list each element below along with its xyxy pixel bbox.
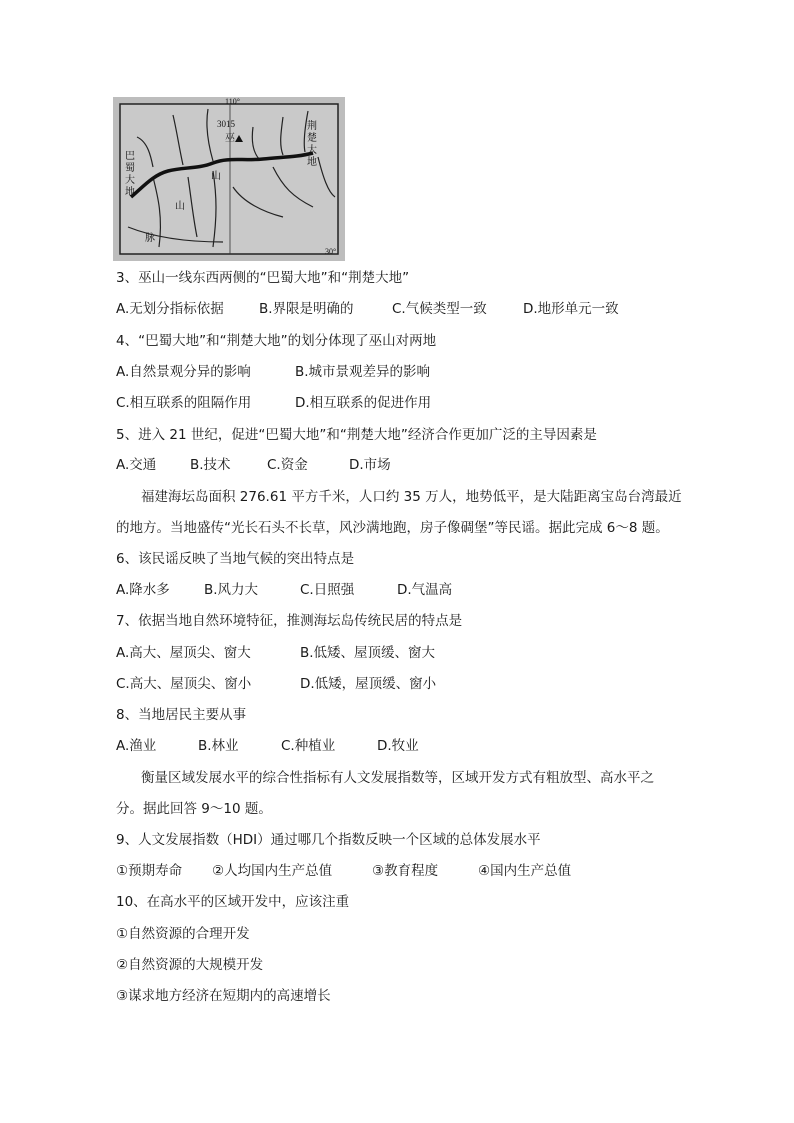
passage1-line-1: 福建海坛岛面积 276.61 平方千米，人口约 35 万人，地势低平，是大陆距离宝岛台湾最近 [141, 489, 682, 505]
label-shan-1: 山 [211, 171, 221, 182]
q3-option-d: D.地形单元一致 [523, 301, 619, 317]
svg-text:蜀: 蜀 [125, 163, 135, 174]
q6-stem: 6、该民谣反映了当地气候的突出特点是 [116, 551, 355, 567]
q5-option-b: B.技术 [190, 457, 231, 473]
svg-text:地: 地 [125, 187, 135, 198]
q4-stem: 4、“巴蜀大地”和“荆楚大地”的划分体现了巫山对两地 [116, 333, 437, 349]
q6-option-c: C.日照强 [300, 582, 355, 598]
svg-text:大: 大 [125, 175, 135, 186]
passage2-line-2: 分。据此回答 9～10 题。 [116, 801, 272, 817]
q10-item-3: ③谋求地方经济在短期内的高速增长 [116, 988, 331, 1004]
q9-option-2: ②人均国内生产总值 [212, 863, 333, 879]
svg-text:大: 大 [307, 145, 317, 156]
q10-item-1: ①自然资源的合理开发 [116, 926, 250, 942]
label-wu: 巫 [225, 133, 235, 144]
peak-label: 3015 [217, 119, 235, 129]
svg-text:楚: 楚 [307, 133, 317, 144]
q6-option-a: A.降水多 [116, 582, 170, 598]
q9-option-3: ③教育程度 [372, 863, 439, 879]
q7-option-c: C.高大、屋顶尖、窗小 [116, 676, 252, 692]
q9-option-1: ①预期寿命 [116, 863, 183, 879]
passage1-line-2: 的地方。当地盛传“光长石头不长草，风沙满地跑，房子像碉堡”等民谣。据此完成 6～8 题。 [116, 520, 669, 536]
q3-option-b: B.界限是明确的 [259, 301, 354, 317]
q7-option-b: B.低矮、屋顶缓、窗大 [300, 645, 436, 661]
q8-option-b: B.林业 [198, 738, 239, 754]
passage2-line-1: 衡量区域发展水平的综合性指标有人文发展指数等，区域开发方式有粗放型、高水平之 [141, 770, 654, 786]
q5-option-a: A.交通 [116, 457, 157, 473]
svg-text:荆: 荆 [307, 121, 317, 132]
longitude-label: 110° [225, 97, 240, 106]
svg-text:巴: 巴 [125, 151, 135, 162]
q8-option-a: A.渔业 [116, 738, 157, 754]
q10-stem: 10、在高水平的区域开发中，应该注重 [116, 894, 350, 910]
q3-option-a: A.无划分指标依据 [116, 301, 224, 317]
q6-option-d: D.气温高 [397, 582, 453, 598]
svg-text:地: 地 [307, 157, 317, 168]
q4-option-d: D.相互联系的促进作用 [295, 395, 432, 411]
q9-stem: 9、人文发展指数（HDI）通过哪几个指数反映一个区域的总体发展水平 [116, 832, 541, 848]
q8-option-c: C.种植业 [281, 738, 336, 754]
label-shan-2: 山 [175, 201, 185, 212]
q8-option-d: D.牧业 [377, 738, 419, 754]
wushan-map-figure [113, 97, 345, 261]
q4-option-b: B.城市景观差异的影响 [295, 364, 431, 380]
q7-option-a: A.高大、屋顶尖、窗大 [116, 645, 251, 661]
label-mai: 脉 [145, 233, 155, 244]
q5-option-d: D.市场 [349, 457, 391, 473]
q5-stem: 5、进入 21 世纪，促进“巴蜀大地”和“荆楚大地”经济合作更加广泛的主导因素是 [116, 427, 597, 443]
q3-stem: 3、巫山一线东西两侧的“巴蜀大地”和“荆楚大地” [116, 270, 410, 286]
q4-option-a: A.自然景观分异的影响 [116, 364, 251, 380]
q7-stem: 7、依据当地自然环境特征，推测海坛岛传统民居的特点是 [116, 613, 463, 629]
q10-item-2: ②自然资源的大规模开发 [116, 957, 264, 973]
label-jingchu [307, 119, 317, 168]
q7-option-d: D.低矮，屋顶缓、窗小 [300, 676, 437, 692]
latitude-label: 30° [325, 247, 337, 256]
q5-option-c: C.资金 [267, 457, 308, 473]
q4-option-c: C.相互联系的阻隔作用 [116, 395, 252, 411]
q3-option-c: C.气候类型一致 [392, 301, 487, 317]
q6-option-b: B.风力大 [204, 582, 259, 598]
q8-stem: 8、当地居民主要从事 [116, 707, 247, 723]
q9-option-4: ④国内生产总值 [478, 863, 572, 879]
